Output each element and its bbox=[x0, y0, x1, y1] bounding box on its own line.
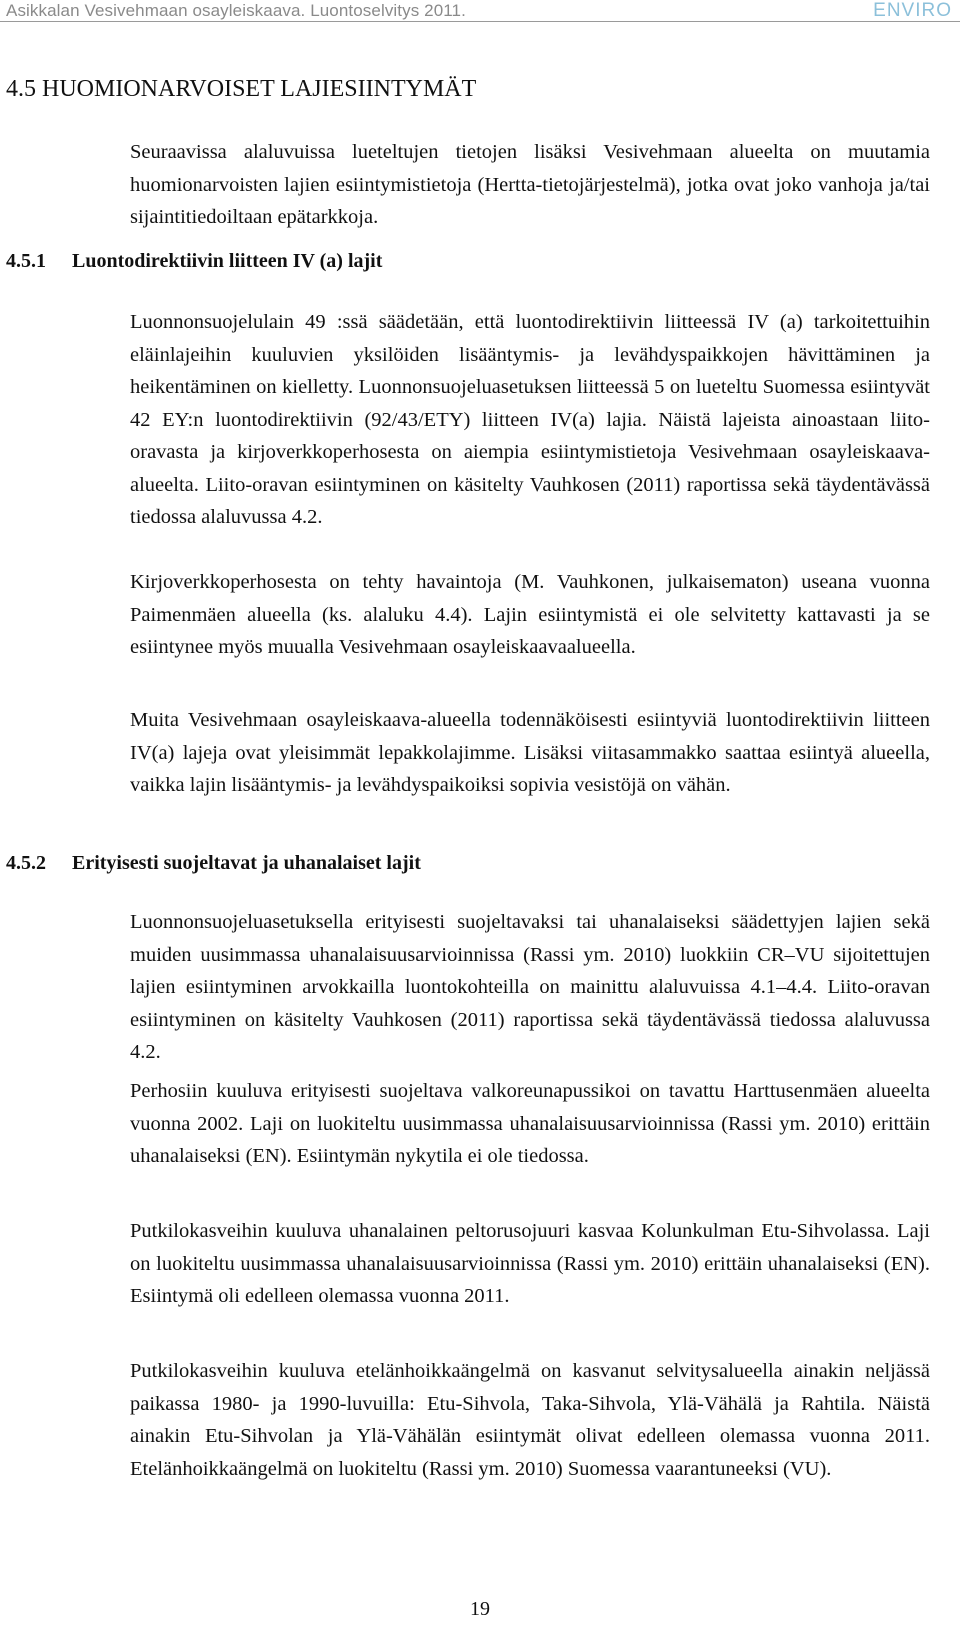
enviro-logo: ENVIRO bbox=[873, 0, 952, 21]
subsection-1-paragraph-1: Luonnonsuojelulain 49 :ssä säädetään, että luontodirektiivin liitteessä IV (a) tarkoitettuihin eläinlajeihin kuuluvien yksilöiden lisääntymis- ja levähdyspaikkojen hävittäminen ja heikentäminen on kielletty. Luonnonsuojeluasetuksen liitteessä 5 on lueteltu Suomessa esiintyvät 42 EY:n luontodirektiivin (92/43/ETY) liitteen IV(a) lajia. Näistä lajeista ainoastaan liito-oravasta ja kirjoverkkoperhosesta on aiempia esiintymistietoja Vesivehmaan osayleiskaavaalueelta. Liito-oravan esiintyminen on käsitelty Vauhkosen (2011) raportissa sekä täydentävässä tiedossa alaluvussa 4.2. bbox=[130, 311, 930, 528]
header-title: Asikkalan Vesivehmaan osayleiskaava. Luontoselvitys 2011. bbox=[6, 1, 466, 20]
subsection-2-heading bbox=[6, 852, 421, 875]
subsection-2-paragraph-2: Perhosiin kuuluva erityisesti suojeltava valkoreunapussikoi on tavattu Harttusenmäen alueelta vuonna 2002. Laji on luokiteltu uusimmassa uhanalaisuusarvioinnissa (Rassi ym. 2010) erittäin uhanalaiseksi (EN). Esiintymän nykytila ei ole tiedossa. bbox=[130, 1080, 930, 1167]
subsection-2-number: 4.5.2 bbox=[6, 852, 46, 874]
page-number: 19 bbox=[470, 1598, 490, 1620]
page-header bbox=[0, 0, 960, 20]
section-intro-paragraph: Seuraavissa alaluvuissa lueteltujen tietojen lisäksi Vesivehmaan alueelta on muutamia huomionarvoisten lajien esiintymistietoja (Hertta-tietojärjestelmä), jotka ovat joko vanhoja ja/tai sijaintitiedoiltaan epätarkkoja. bbox=[130, 141, 930, 228]
subsection-2-paragraph-3: Putkilokasveihin kuuluva uhanalainen peltorusojuuri kasvaa Kolunkulman Etu-Sihvolassa. Laji on luokiteltu uusimmassa uhanalaisuusarvioinnissa (Rassi ym. 2010) erittäin uhanalaiseksi (EN). Esiintymä oli edelleen olemassa vuonna 2011. bbox=[130, 1220, 930, 1307]
subsection-1-paragraph-3: Muita Vesivehmaan osayleiskaava-alueella todennäköisesti esiintyviä luontodirektiivin liitteen IV(a) lajeja ovat yleisimmät lepakkolajimme. Lisäksi viitasammakko saattaa esiintyä alueella, vaikka lajin lisääntymis- ja levähdyspaikoiksi sopivia vesistöjä on vähän. bbox=[130, 709, 930, 796]
header-divider bbox=[0, 21, 960, 22]
section-heading: 4.5 HUOMIONARVOISET LAJIESIINTYMÄT bbox=[6, 76, 477, 102]
subsection-2-paragraph-4: Putkilokasveihin kuuluva etelänhoikkaängelmä on kasvanut selvitysalueella ainakin neljässä paikassa 1980- ja 1990-luvuilla: Etu-Sihvola, Taka-Sihvola, Ylä-Vähälä ja Rahtila. Näistä ainakin Etu-Sihvolan ja Ylä-Vähälän esiintymät olivat edelleen olemassa vuonna 2011. Etelänhoikkaängelmä on luokiteltu (Rassi ym. 2010) Suomessa vaarantuneeksi (VU). bbox=[130, 1360, 930, 1480]
subsection-1-title: Luontodirektiivin liitteen IV (a) lajit bbox=[72, 250, 383, 272]
subsection-2-paragraph-1: Luonnonsuojeluasetuksella erityisesti suojeltavaksi tai uhanalaiseksi säädettyjen lajien sekä muiden uusimmassa uhanalaisuusarvioinnissa (Rassi ym. 2010) luokkiin CR–VU sijoitettujen lajien esiintyminen arvokkailla luontokohteilla on mainittu alaluvuissa 4.1–4.4. Liito-oravan esiintyminen on käsitelty Vauhkosen (2011) raportissa sekä täydentävässä tiedossa alaluvussa 4.2. bbox=[130, 911, 930, 1063]
subsection-1-paragraph-2: Kirjoverkkoperhosesta on tehty havaintoja (M. Vauhkonen, julkaisematon) useana vuonna Paimenmäen alueella (ks. alaluku 4.4). Lajin esiintymistä ei ole selvitetty kattavasti ja se esiintynee myös muualla Vesivehmaan osayleiskaavaalueella. bbox=[130, 571, 930, 658]
subsection-2-title: Erityisesti suojeltavat ja uhanalaiset lajit bbox=[72, 852, 421, 874]
subsection-1-heading bbox=[6, 250, 382, 273]
subsection-1-number: 4.5.1 bbox=[6, 250, 46, 272]
